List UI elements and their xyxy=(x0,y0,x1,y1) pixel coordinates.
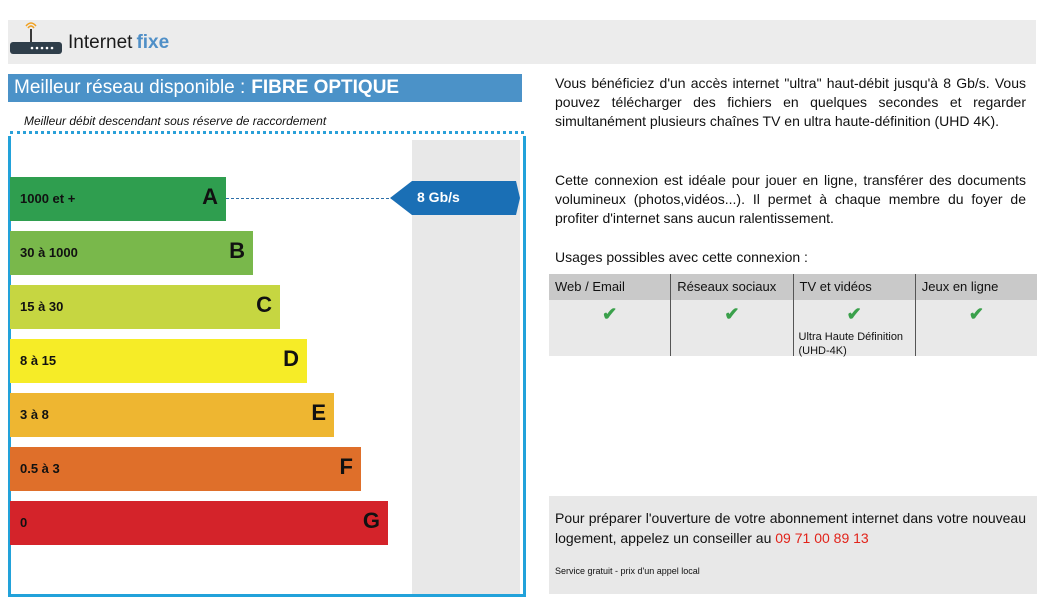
bar-class-letter: B xyxy=(229,238,245,263)
indicator-line xyxy=(226,198,394,199)
chart-subtitle: Meilleur débit descendant sous réserve de raccordement xyxy=(24,114,327,128)
speed-bar-f xyxy=(10,447,361,491)
bar-range-label: 1000 et + xyxy=(20,191,76,206)
speed-bar-e xyxy=(10,393,334,437)
usage-gaming xyxy=(916,274,1037,356)
bar-range-label: 30 à 1000 xyxy=(20,245,78,260)
usages-title: Usages possibles avec cette connexion : xyxy=(555,249,808,265)
header-bar xyxy=(8,20,1036,64)
bar-class-letter: A xyxy=(202,184,218,209)
network-banner xyxy=(8,74,522,102)
network-value: FIBRE OPTIQUE xyxy=(251,77,400,98)
contact-box xyxy=(549,496,1037,594)
description-paragraph-1: Vous bénéficiez d'un accès internet "ultra" haut-débit jusqu'à 8 Gb/s. Vous pouvez télécharger des fichiers en quelques secondes et regarder simultanément plusieurs chaînes TV en ultra haute-définition (UHD 4K). xyxy=(555,75,1026,129)
description-paragraph-2: Cette connexion est idéale pour jouer en ligne, transférer des documents volumineux (photos,vidéos...). Il permet à chaque membre du foyer de profiter d'internet sans aucun ralentissement. xyxy=(555,172,1026,226)
bar-range-label: 0.5 à 3 xyxy=(20,461,60,476)
bar-class-letter: G xyxy=(362,508,380,533)
bar-class-letter: E xyxy=(311,400,326,425)
title-accent: fixe xyxy=(136,32,170,53)
speed-bar-c xyxy=(10,285,280,329)
bar-class-letter: D xyxy=(283,346,299,371)
usage-label: Jeux en ligne xyxy=(916,274,1037,300)
speed-bar-g xyxy=(10,501,388,545)
speed-value: 8 Gb/s xyxy=(417,189,460,205)
speed-bar-d xyxy=(10,339,307,383)
speed-bar-a xyxy=(10,177,226,221)
dotted-divider xyxy=(10,131,524,134)
usage-label: Web / Email xyxy=(549,274,670,300)
usage-label: TV et vidéos xyxy=(794,274,915,300)
title-main: Internet xyxy=(68,32,133,53)
contact-text xyxy=(555,508,1026,548)
call-note: Service gratuit - prix d'un appel local xyxy=(555,566,700,576)
router-icon xyxy=(8,20,66,60)
network-label: Meilleur réseau disponible : xyxy=(14,77,246,98)
bar-range-label: 8 à 15 xyxy=(20,353,57,368)
page-title xyxy=(68,32,169,54)
usages-table xyxy=(549,274,1037,356)
speed-bar-b xyxy=(10,231,253,275)
check-icon: ✔ xyxy=(846,304,862,324)
bar-range-label: 3 à 8 xyxy=(20,407,49,422)
check-icon: ✔ xyxy=(602,304,618,324)
bar-range-label: 15 à 30 xyxy=(20,299,64,314)
usage-tv-video xyxy=(794,274,916,356)
bar-class-letter: C xyxy=(256,292,272,317)
contact-message: Pour préparer l'ouverture de votre abonnement internet dans votre nouveau logement, appelez un conseiller au xyxy=(555,510,1026,546)
bar-class-letter: F xyxy=(339,454,353,479)
usage-label: Réseaux sociaux xyxy=(671,274,792,300)
phone-link[interactable]: 09 71 00 89 13 xyxy=(775,530,869,546)
check-icon: ✔ xyxy=(968,304,984,324)
usage-web-email xyxy=(549,274,671,356)
bar-range-label: 0 xyxy=(20,515,28,530)
usage-social xyxy=(671,274,793,356)
usage-note: Ultra Haute Définition (UHD-4K) xyxy=(798,331,904,357)
check-icon: ✔ xyxy=(724,304,740,324)
